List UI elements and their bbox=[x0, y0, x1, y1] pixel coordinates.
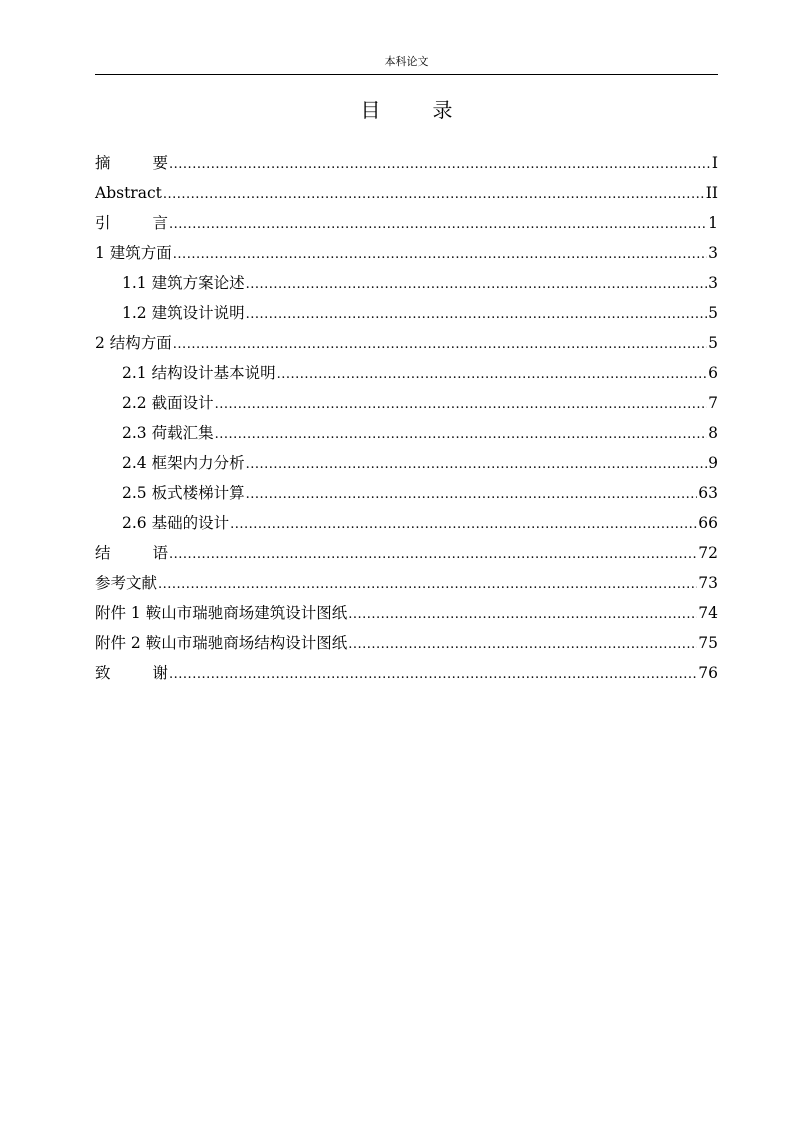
toc-title-char-2: 录 bbox=[432, 98, 453, 122]
toc-leader-dots bbox=[169, 540, 697, 570]
toc-entry-page: 1 bbox=[708, 214, 718, 232]
toc-leader-dots bbox=[277, 360, 708, 390]
toc-leader-dots bbox=[215, 420, 708, 450]
toc-entry-page: 5 bbox=[708, 334, 718, 352]
toc-entry-section-1-2[interactable] bbox=[95, 298, 718, 328]
toc-leader-dots bbox=[169, 210, 707, 240]
toc-entry-label: 结 语 bbox=[95, 544, 169, 562]
toc-entry-page: 9 bbox=[708, 454, 718, 472]
toc-title-char-1: 目 bbox=[360, 98, 381, 122]
toc-entry-label: 2.3 荷载汇集 bbox=[122, 424, 214, 442]
toc-entry-page: 66 bbox=[698, 514, 718, 532]
toc-entry-page: 75 bbox=[698, 634, 718, 652]
toc-entry-label: Abstract bbox=[95, 184, 162, 202]
toc-entry-label: 致 谢 bbox=[95, 664, 169, 682]
toc-entry-section-2-2[interactable] bbox=[95, 388, 718, 418]
toc-entry-page: 63 bbox=[698, 484, 718, 502]
toc-entry-section-2-6[interactable] bbox=[95, 508, 718, 538]
toc-entry-label: 1.1 建筑方案论述 bbox=[122, 274, 245, 292]
header-text: 本科论文 bbox=[384, 55, 429, 68]
toc-entry-label: 2.1 结构设计基本说明 bbox=[122, 364, 276, 382]
toc-leader-dots bbox=[348, 630, 697, 660]
toc-entry-label: 2.4 框架内力分析 bbox=[122, 454, 245, 472]
toc-title bbox=[95, 97, 718, 123]
toc-leader-dots bbox=[246, 300, 708, 330]
toc-entry-label: 1.2 建筑设计说明 bbox=[122, 304, 245, 322]
toc-entry-section-1-1[interactable] bbox=[95, 268, 718, 298]
toc-entry-references[interactable] bbox=[95, 568, 718, 598]
toc-leader-dots bbox=[173, 330, 707, 360]
toc-entry-appendix-2[interactable] bbox=[95, 628, 718, 658]
toc-entry-introduction[interactable] bbox=[95, 208, 718, 238]
page-header bbox=[95, 54, 718, 75]
toc-entry-page: 5 bbox=[708, 304, 718, 322]
toc-leader-dots bbox=[215, 390, 708, 420]
toc-entry-section-2-5[interactable] bbox=[95, 478, 718, 508]
toc-entry-label: 附件 1 鞍山市瑞驰商场建筑设计图纸 bbox=[95, 604, 348, 622]
toc-leader-dots bbox=[246, 480, 698, 510]
toc-entry-page: 7 bbox=[708, 394, 718, 412]
toc-leader-dots bbox=[348, 600, 697, 630]
toc-leader-dots bbox=[158, 570, 697, 600]
toc-leader-dots bbox=[163, 180, 705, 210]
toc-entry-page: I bbox=[711, 154, 718, 172]
toc-entry-page: 73 bbox=[698, 574, 718, 592]
toc-entry-label: 2.2 截面设计 bbox=[122, 394, 214, 412]
toc-entry-label: 1 建筑方面 bbox=[95, 244, 172, 262]
toc-entry-acknowledgements[interactable] bbox=[95, 658, 718, 688]
toc-entry-label: 摘 要 bbox=[95, 154, 169, 172]
toc-entry-page: 3 bbox=[708, 274, 718, 292]
toc-entry-chapter-1[interactable] bbox=[95, 238, 718, 268]
toc-entry-section-2-3[interactable] bbox=[95, 418, 718, 448]
toc-entry-label: 2.6 基础的设计 bbox=[122, 514, 230, 532]
toc-leader-dots bbox=[230, 510, 697, 540]
toc-entry-page: 3 bbox=[708, 244, 718, 262]
toc-entry-section-2-1[interactable] bbox=[95, 358, 718, 388]
toc-entry-section-2-4[interactable] bbox=[95, 448, 718, 478]
toc-leader-dots bbox=[246, 450, 708, 480]
toc-leader-dots bbox=[169, 660, 697, 690]
toc-leader-dots bbox=[173, 240, 707, 270]
toc-entry-label: 2.5 板式楼梯计算 bbox=[122, 484, 245, 502]
toc-entry-page: 8 bbox=[708, 424, 718, 442]
toc-entry-page: 6 bbox=[708, 364, 718, 382]
toc-entry-page: 72 bbox=[698, 544, 718, 562]
toc-leader-dots bbox=[246, 270, 708, 300]
toc-entry-label: 2 结构方面 bbox=[95, 334, 172, 352]
toc-entry-label: 引 言 bbox=[95, 214, 169, 232]
toc-entry-conclusion[interactable] bbox=[95, 538, 718, 568]
toc-leader-dots bbox=[169, 150, 711, 180]
toc-entry-abstract-cn[interactable] bbox=[95, 148, 718, 178]
toc-entry-page: II bbox=[705, 184, 718, 202]
toc-entry-page: 76 bbox=[698, 664, 718, 682]
toc-entry-appendix-1[interactable] bbox=[95, 598, 718, 628]
toc-entry-label: 参考文献 bbox=[95, 574, 158, 592]
toc-entry-chapter-2[interactable] bbox=[95, 328, 718, 358]
toc-entry-abstract-en[interactable] bbox=[95, 178, 718, 208]
toc-entry-label: 附件 2 鞍山市瑞驰商场结构设计图纸 bbox=[95, 634, 348, 652]
toc-entry-page: 74 bbox=[698, 604, 718, 622]
toc-list bbox=[95, 148, 718, 688]
